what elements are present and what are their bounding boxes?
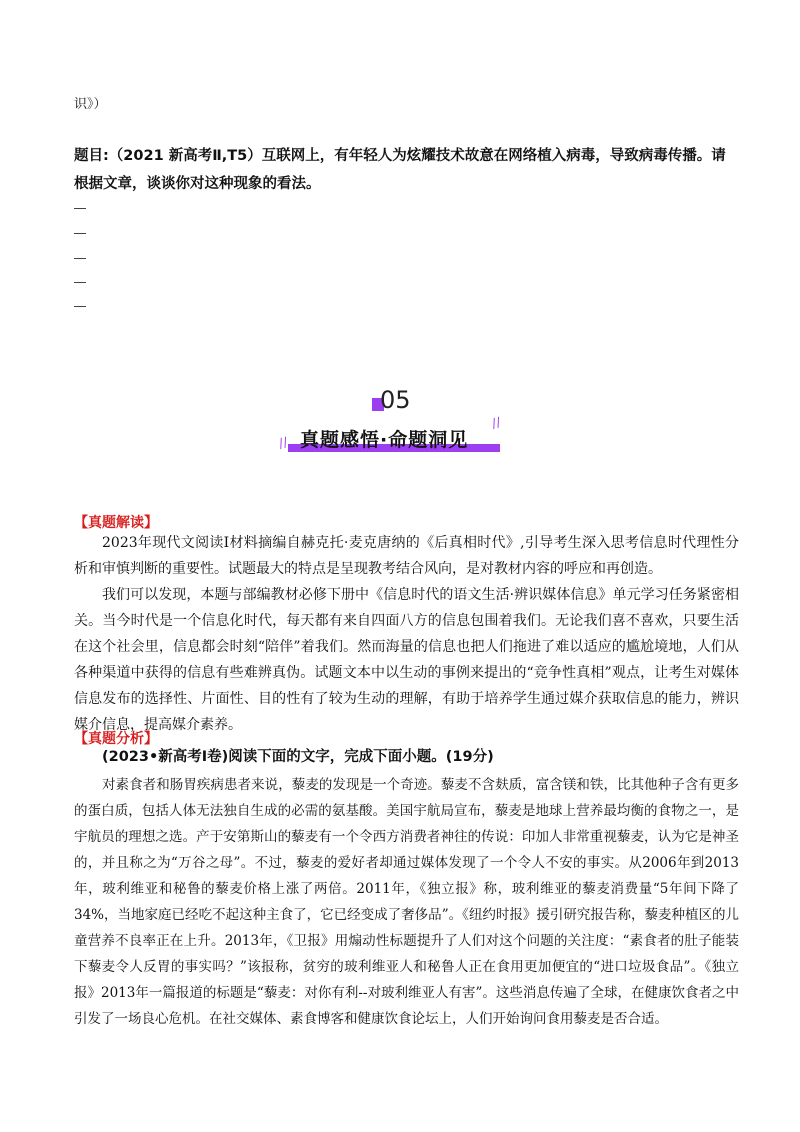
exam-question-heading: (2023•新高考Ⅰ卷)阅读下面的文字，完成下面小题。(19分) <box>102 749 494 765</box>
answer-blank-line <box>74 258 86 259</box>
previous-page-fragment: 识》） <box>74 97 107 112</box>
reading-passage: 对素食者和肠胃疾病患者来说，藜麦的发现是一个奇迹。藜麦不含麸质，富含镁和铁，比其他种子含有更多的蛋白质，包括人体无法独自生成的必需的氨基酸。美国宇航局宣布，藜麦是地球上营养最均衡的食物之一，是宇航员的理想之选。产于安第斯山的藜麦有一个令西方消费者神往的传说：印加人非常重视藜麦，认为它是神圣的，并且称之为“万谷之母”。不过，藜麦的爱好者却通过媒体发现了一个令人不安的事实。从2006年到2013年，玻利维亚和秘鲁的藜麦价格上涨了两倍。2011年，《独立报》称，玻利维亚的藜麦消费量“5年间下降了34%，当地家庭已经吃不起这种主食了，它已经变成了奢侈品”。《纽约时报》援引研究报告称，藜麦种植区的儿童营养不良率正在上升。2013年，《卫报》用煽动性标题提升了人们对这个问题的关注度：“素食者的肚子能装下藜麦令人反胃的事实吗？”该报称，贫穷的玻利维亚人和秘鲁人正在食用更加便宜的“进口垃圾食品”。《独立报》2013年一篇报道的标题是“藜麦：对你有利--对玻利维亚人有害”。这些消息传遍了全球，在健康饮食者之中引发了一场良心危机。在社交媒体、素食博客和健康饮食论坛上，人们开始询问食用藜麦是否合适。 <box>74 777 739 1027</box>
section-number: 05 <box>380 386 411 414</box>
question-prompt: 题目:（2021 新高考Ⅱ,T5）互联网上，有年轻人为炫耀技术故意在网络植入病毒，导致病毒传播。请根据文章，谈谈你对这种现象的看法。 <box>74 148 726 192</box>
answer-blank-line <box>74 208 86 209</box>
slash-decoration-icon: // <box>277 435 290 452</box>
answer-blank-line <box>74 306 86 307</box>
interpretation-label: 【真题解读】 <box>74 515 158 531</box>
interpretation-paragraph: 2023年现代文阅读Ⅰ材料摘编自赫克托·麦克唐纳的《后真相时代》,引导考生深入思考信息时代理性分析和审慎判断的重要性。试题最大的特点是呈现教考结合风向，是对教材内容的呼应和再创造。 <box>74 535 739 577</box>
section-title: 真题感悟·命题洞见 <box>300 429 469 451</box>
answer-blank-line <box>74 282 86 283</box>
answer-blank-line <box>74 233 86 234</box>
slash-decoration-icon: // <box>490 415 503 432</box>
interpretation-paragraph: 我们可以发现，本题与部编教材必修下册中《信息时代的语文生活·辨识媒体信息》单元学习任务紧密相关。当今时代是一个信息化时代，每天都有来自四面八方的信息包围着我们。无论我们喜不喜欢，只要生活在这个社会里，信息都会时刻“陪伴”着我们。然而海量的信息也把人们拖进了难以适应的尴尬境地，人们从各种渠道中获得的信息有些难辨真伪。试题文本中以生动的事例来提出的“竞争性真相”观点，让考生对媒体信息发布的选择性、片面性、目的性有了较为生动的理解，有助于培养学生通过媒介获取信息的能力，辨识媒介信息，提高媒介素养。 <box>74 587 739 733</box>
analysis-label: 【真题分析】 <box>74 731 158 747</box>
